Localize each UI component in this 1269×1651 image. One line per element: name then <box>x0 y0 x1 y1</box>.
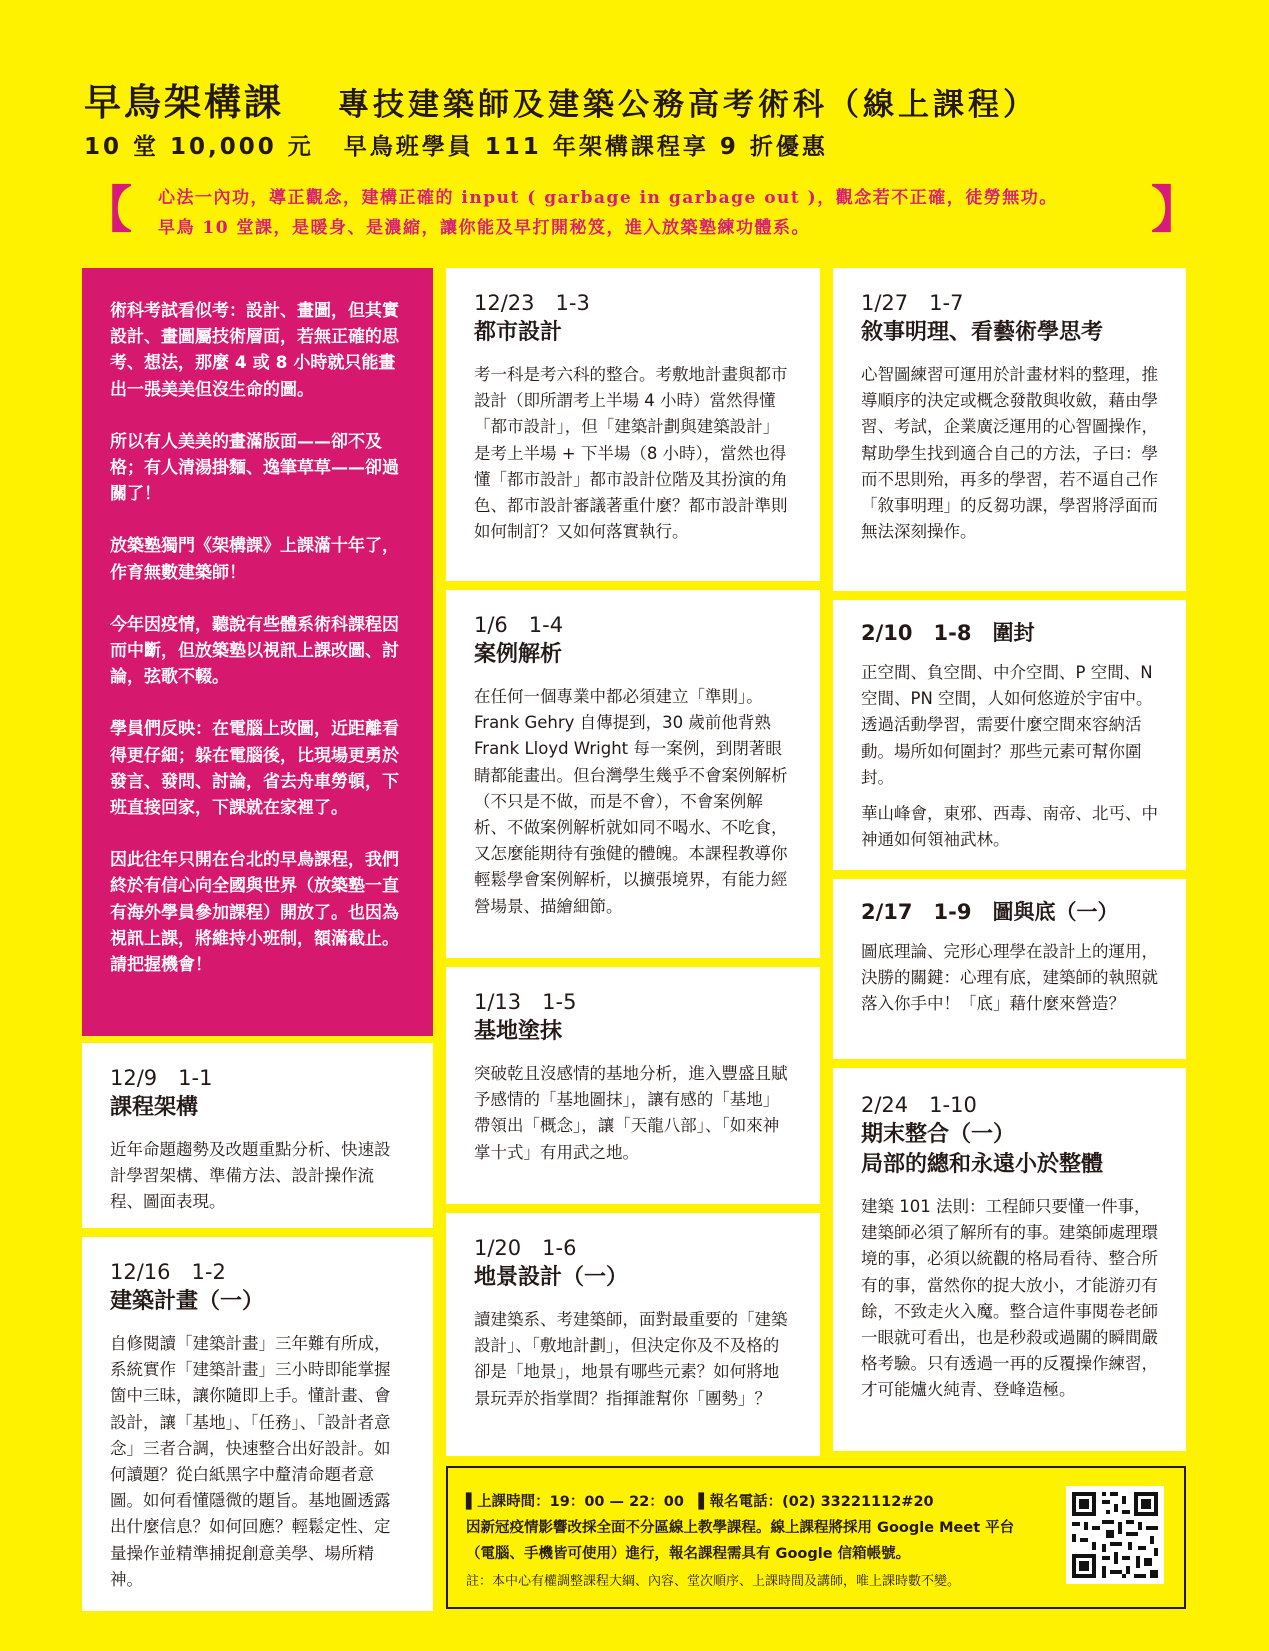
course-title: 案例解析 <box>474 642 563 667</box>
course-body-extra: 華山峰會，東邪、西毒、南帝、北丐、中神通如何領袖武林。 <box>861 804 1158 850</box>
intro-panel <box>82 268 433 1036</box>
course-title: 建築計畫（一） <box>110 1289 265 1314</box>
course-title: 期末整合（一） <box>861 1122 1016 1147</box>
course-title: 2/17 1-9 圖與底（一） <box>861 900 1119 924</box>
course-card-1-3 <box>446 268 820 581</box>
course-title: 都市設計 <box>474 320 563 345</box>
info-box <box>446 1466 1186 1609</box>
page-title <box>84 72 1038 126</box>
intro-paragraph: 所以有人美美的畫滿版面——卻不及格；有人清湯掛麵、逸筆草草——卻過關了！ <box>110 431 399 505</box>
course-card-1-8 <box>833 600 1186 870</box>
course-body: 近年命題趨勢及改題重點分析、快速設計學習架構、準備方法、設計操作流程、圖面表現。 <box>110 1140 391 1212</box>
course-body: 突破乾且沒感情的基地分析，進入豐盛且賦予感情的「基地圖抹」，讓有感的「基地」帶領出「概念」，讓「天龍八部」、「如來神掌十式」有用武之地。 <box>474 1064 788 1162</box>
course-card-1-2 <box>82 1237 433 1611</box>
title-main: 早鳥架構課 <box>84 80 284 124</box>
intro-paragraph: 放築塾獨門《架構課》上課滿十年了，作育無數建築師！ <box>110 536 399 583</box>
subtitle <box>84 128 828 161</box>
intro-paragraph: 術科考試看似考：設計、畫圖，但其實設計、畫圖屬技術層面，若無正確的思考、想法，那麼 4 或 8 小時就只能畫出一張美美但沒生命的圖。 <box>110 301 399 400</box>
course-body: 正空間、負空間、中介空間、P 空間、N 空間、PN 空間，人如何悠遊於宇宙中。透過活動學習，需要什麼空間來容納活動。場所如何圍封？那些元素可幫你圍封。 <box>861 663 1153 787</box>
promo: 早鳥班學員 111 年架構課程享 9 折優惠 <box>343 134 828 160</box>
course-body: 心智圖練習可運用於計畫材料的整理，推導順序的決定或概念發散與收斂，藉由學習、考試，企業廣泛運用的心智圖操作，幫助學生找到適合自己的方法，子曰：學而不思則殆，再多的學習，若不逼自己作「敘事明理」的反芻功課，學習將浮面而無法深刻操作。 <box>861 365 1158 542</box>
info-note: 註：本中心有權調整課程大綱、內容、堂次順序、上課時間及講師，唯上課時數不變。 <box>466 1574 961 1589</box>
course-title: 課程架構 <box>110 1095 199 1120</box>
course-date: 1/13 1-5 <box>474 990 577 1014</box>
course-card-1-1 <box>82 1043 433 1228</box>
course-date: 1/20 1-6 <box>474 1236 577 1260</box>
course-date: 1/27 1-7 <box>861 291 964 315</box>
motto-line-1: 心法一內功，導正觀念，建構正確的 input ( garbage in garbage out )，觀念若不正確，徒勞無功。 <box>158 188 1058 208</box>
course-card-1-9 <box>833 879 1186 1059</box>
course-card-1-5 <box>446 967 820 1204</box>
course-body: 建築 101 法則：工程師只要懂一件事，建築師必須了解所有的事。建築師處理環境的事，必須以統觀的格局看待、整合所有的事，當然你的捉大放小，才能游刃有餘，不致走火入魔。整合這件事閱卷老師一眼就可看出，也是秒殺或過關的瞬間嚴格考驗。只有透過一再的反覆操作練習，才可能爐火純青、登峰造極。 <box>861 1197 1158 1400</box>
course-title-2: 局部的總和永遠小於整體 <box>861 1152 1104 1177</box>
course-title: 地景設計（一） <box>474 1265 629 1290</box>
course-body: 考一科是考六科的整合。考敷地計畫與都市設計（即所謂考上半場 4 小時）當然得懂「都市設計」，但「建築計劃與建築設計」是考上半場 + 下半場（8 小時），當然也得懂「都市設計」都市設計位階及其扮演的角色、都市設計審議著重什麼？都市設計準則如何制訂？又如何落實執行。 <box>474 365 788 542</box>
course-date: 12/16 1-2 <box>110 1260 226 1284</box>
course-body: 自修閱讀「建築計畫」三年難有所成，系統實作「建築計畫」三小時即能掌握箇中三昧，讓你隨即上手。懂計畫、會設計，讓「基地」、「任務」、「設計者意念」三者合調，快速整合出好設計。如何讀題？從白紙黑字中釐清命題者意圖。如何看懂隱微的題旨。基地圖透露出什麼信息？如何回應？輕鬆定性、定量操作並精準捕捉創意美學、場所精神。 <box>110 1334 391 1589</box>
qr-code[interactable] <box>1066 1486 1164 1584</box>
course-card-1-7 <box>833 268 1186 591</box>
course-title: 2/10 1-8 圍封 <box>861 621 1035 645</box>
info-line: 因新冠疫情影響改採全面不分區線上教學課程。線上課程將採用 Google Meet 平台 <box>466 1520 1015 1536</box>
course-date: 12/23 1-3 <box>474 291 590 315</box>
course-card-1-6 <box>446 1213 820 1456</box>
title-sub: 專技建築師及建築公務高考術科（線上課程） <box>338 87 1038 123</box>
course-card-1-4 <box>446 590 820 958</box>
price: 10 堂 10,000 元 <box>84 134 314 160</box>
course-body: 在任何一個專業中都必須建立「準則」。Frank Gehry 自傳提到，30 歲前他背熟 Frank Lloyd Wright 每一案例，到閉著眼睛都能畫出。但台灣學生幾乎不會案例解析（不只是不做，而是不會），不會案例解析、不做案例解析就如同不喝水、不吃食，又怎麼能期待有強健的體魄。本課程教導你輕鬆學會案例解析，以擴張境界，有能力經營場景、描繪細節。 <box>474 687 788 916</box>
bracket-left: 【 <box>82 181 132 239</box>
bracket-right: 】 <box>1151 181 1201 239</box>
course-date: 1/6 1-4 <box>474 613 564 637</box>
course-body: 圖底理論、完形心理學在設計上的運用，決勝的關鍵：心理有底，建築師的執照就落入你手中！「底」藉什麼來營造？ <box>861 942 1158 1014</box>
info-line: （電腦、手機皆可使用）進行，報名課程需具有 Google 信箱帳號。 <box>466 1546 911 1562</box>
course-card-1-10 <box>833 1068 1186 1451</box>
course-title: 基地塗抹 <box>474 1019 563 1044</box>
intro-paragraph: 今年因疫情，聽說有些體系術科課程因而中斷，但放築塾以視訊上課改圖、討論，弦歌不輟。 <box>110 614 399 688</box>
motto-banner <box>82 181 1201 242</box>
intro-paragraph: 因此往年只開在台北的早鳥課程，我們終於有信心向全國與世界（放築塾一直有海外學員參加課程）開放了。也因為視訊上課，將維持小班制，額滿截止。請把握機會！ <box>110 850 399 976</box>
motto-line-2: 早鳥 10 堂課，是暖身、是濃縮，讓你能及早打開秘笈，進入放築塾練功體系。 <box>158 218 810 238</box>
course-date: 2/24 1-10 <box>861 1093 977 1117</box>
course-date: 12/9 1-1 <box>110 1066 213 1090</box>
class-time: ▌上課時間：19：00 — 22：00 ▌報名電話：(02) 33221112#20 <box>466 1494 934 1510</box>
course-title: 敘事明理、看藝術學思考 <box>861 320 1104 345</box>
intro-paragraph: 學員們反映：在電腦上改圖，近距離看得更仔細；躲在電腦後，比現場更勇於發言、發問、討論，省去舟車勞頓，下班直接回家，下課就在家裡了。 <box>110 719 399 819</box>
course-body: 讀建築系、考建築師，面對最重要的「建築設計」、「敷地計劃」，但決定你及不及格的卻是「地景」，地景有哪些元素？如何將地景玩弄於指掌間？指揮誰幫你「團勢」？ <box>474 1310 788 1408</box>
